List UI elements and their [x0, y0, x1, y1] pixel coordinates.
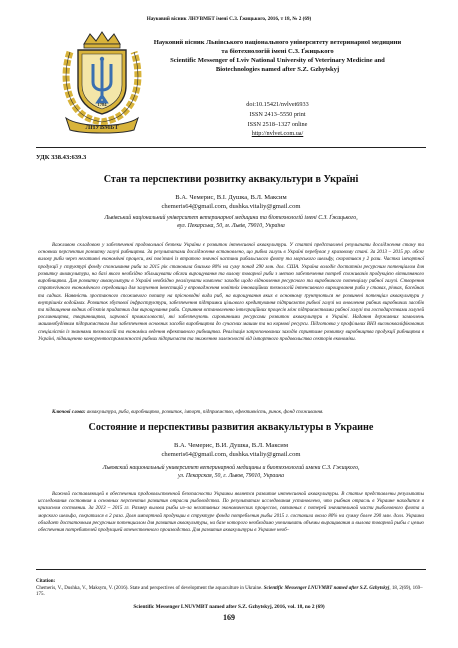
citation-journal: Scientific Messenger LNUVMBT named after S.Z. Gzhytskyj [263, 585, 390, 591]
logo-caption: ЛНУВМБТ [85, 124, 119, 131]
affiliation-uk-line-1: Львівський національний університет ветеринарної медицини та біотехнологій імені С.З. Ґжицького, [104, 215, 358, 221]
doi: doi:10.15421/nvlvet6933 [246, 101, 309, 108]
journal-title-en-line-2: Biotechnologies named after S.Z. Gzhytskyj [215, 66, 340, 73]
affiliation-uk-line-2: вул. Пекарська, 50, м. Львів, 79010, Україна [177, 223, 285, 229]
citation-label: Citation: [36, 579, 56, 584]
journal-url-link[interactable]: http://nvlvet.com.ua/ [251, 130, 304, 138]
citation-block [36, 579, 426, 599]
emails-ru: chemeris64@gmail.com, dushka.vitaliy@gmail.com [161, 450, 301, 458]
abstract-ru: Важной составляющей в обеспечении продовольственной безопасности Украины является развитие интенсивной аквакультуры. В статье представлены результаты исследования состояния и основных перспектив развития отрасли рыбоводства. По результатам исследования установлено, что рыбная отрасль в Украине находится в кризисном состоянии. За 2013 – 2015 гг. Размер вылова рыбы из–за негативных экономических процессов, связанных с потерей значительной части рыболовного флота и морского шельфа, сократился в 2 раза. Доля импортной продукции в структуре фонда потребления рыбы 2015 г. составила около 80% на сумму более 290 млн. долл. Украина обладает достаточным ресурсным потенциалом для развития аквакультуры, на базе которого необходимо увеличивать объемы выращивания и вылова товарной рыбы с целью обеспечения потребителей продукцией отечественного производства. Для развития аквакультуры в Украине необ– [38, 491, 424, 534]
affiliation-ru [60, 464, 402, 480]
article-title-uk: Стан та перспективи розвитку аквакультури в Україні [103, 174, 359, 185]
abstract-uk: Важливою складовою у забезпеченні продовольчої безпеки України є розвиток інтенсивної аквакультури. У статті представлені результати дослідження стану та основних перспектив розвитку галузі рибництва. За результатами дослідження встановлено, що рибна галузь в Україні перебуває у кризовому стані. За 2013 – 2015 рр. обсяг вилову риби через негативні економічні процеси, які пов'язані із втратою значної частини рибальського флоту та морського шельфу, скоротився у 2 рази. Частка імпортної продукції у структурі фонду споживання риби за 2015 рік становила близько 80% на суму понад 290 млн. дол. США. Україна володіє достатнім ресурсним потенціалом для розвитку аквакультури, на базі якого необхідно збільшувати обсяги вирощування та вилову товарної риби з метою забезпечення потреб споживачів продукцією вітчизняного виробництва. Для розвитку аквакультури в Україні необхідно реалізувати комплекс заходів щодо відновлення ресурсного та виробничого потенціалу рибної галузі. Створення стратегічного економічного середовища для залучення інвестицій у впровадження новітніх інноваційних технологій інтенсивного вирощування риби у ставах, річках, басейнах та садках. Наявність зростаючого споживчого попиту на прісноводні види риб, на вирощування яких в основному ґрунтуються не розвинені потенціал аквакультури у внутрішніх водоймах. Розвиток збутової інфраструктури, забезпечення підтримки цільового кредитування підприємств рибної галузі на оновлення рибних виробничих засобів та підвищення водних об'єктів придатних для вирощування риби. Сприяння встановленню інтеграційних процесів між підприємствами рибної галузі та господарствами галузей рослинництва, тваринництва, харчової промисловості, які забезпечують сировинними ресурсами розвиток аквакультури в Україні. Надання державних замовлень машинобудівним підприємствам для забезпечення основних засобів виробництва до сучасних машин та на кормові ресурси. Підготовка у профільних ВНЗ висококваліфікованих спеціалістів із знаннями технологій та економіки ведення ефективного рибництва. Реалізація запропонованих заходів сприятиме розвитку виробництва продукції рибництва в Україні, підвищенню конкурентоспроможності рибних підприємств та зниженню залежності від імпортного продовольства секторів економіки. [38, 242, 424, 342]
authors-uk: В.А. Чемерис, В.І. Душка, В.Л. Максим [175, 194, 287, 201]
university-logo [60, 30, 144, 134]
footer-journal: Scientific Messenger LNUVMBT named after S.Z. Gzhytskyj, 2016, vol. 18, no 2 (69) [133, 604, 325, 610]
affiliation-ru-line-2: ул. Пекарская, 50, г. Львов, 79010, Украина [177, 473, 285, 479]
issn-online: ISSN 2518–1327 online [247, 120, 308, 128]
authors-ru-block [36, 442, 426, 459]
authors-uk-block [36, 194, 426, 211]
journal-title-uk-line-1: Науковий вісник Львівського національного університету ветеринарної медицини [153, 39, 402, 46]
article-title-ru: Состояние и перспективы развития аквакультуры в Украине [88, 422, 374, 433]
keywords-list: аквакультура, риба, виробництво, розвиток, імпорт, підприємство, ефективність, ринок, фонд споживання. [86, 409, 324, 415]
authors-ru: В.А. Чемерис, В.И. Душка, В.Л. Максим [173, 442, 289, 449]
keywords-label: Ключові слова: [52, 409, 86, 415]
header-rule [36, 147, 426, 148]
issn-print: ISSN 2413–5550 print [249, 110, 306, 118]
journal-identifiers [150, 100, 405, 139]
journal-title-block [150, 38, 405, 74]
affiliation-ru-line-1: Львовский национальный университет ветеринарной медицины и биотехнологий имени С.З. Гжицкого, [102, 465, 360, 471]
logo-year: 1784 [97, 102, 107, 107]
affiliation-uk [60, 214, 402, 230]
emails-uk: chemeris64@gmail.com, dushka.vitaliy@gmail.com [161, 202, 301, 210]
logo-crown-icon [84, 32, 120, 44]
udc-code: УДК 338.43:639.3 [36, 154, 87, 161]
journal-title-uk-line-2: та біотехнологій імені С.З. Ґжицького [221, 48, 334, 55]
citation-text: Chemeris, V., Dushka, V., Maksym, V. (2016). State and perspectives of development the aquaculture in Ukraine. [36, 585, 263, 591]
keywords-uk [38, 409, 424, 416]
journal-title-en-line-1: Scientific Messenger of Lviv National University of Veterinary Medicine and [170, 57, 385, 64]
citation-rule [36, 569, 426, 570]
page-number: 169 [223, 613, 235, 622]
citation-details: , 18, 2(69), 169–175. [36, 585, 423, 598]
running-head: Науковий вісник ЛНУВМБТ імені С.З. Ґжицького, 2016, т 18, № 2 (69) [146, 16, 312, 22]
